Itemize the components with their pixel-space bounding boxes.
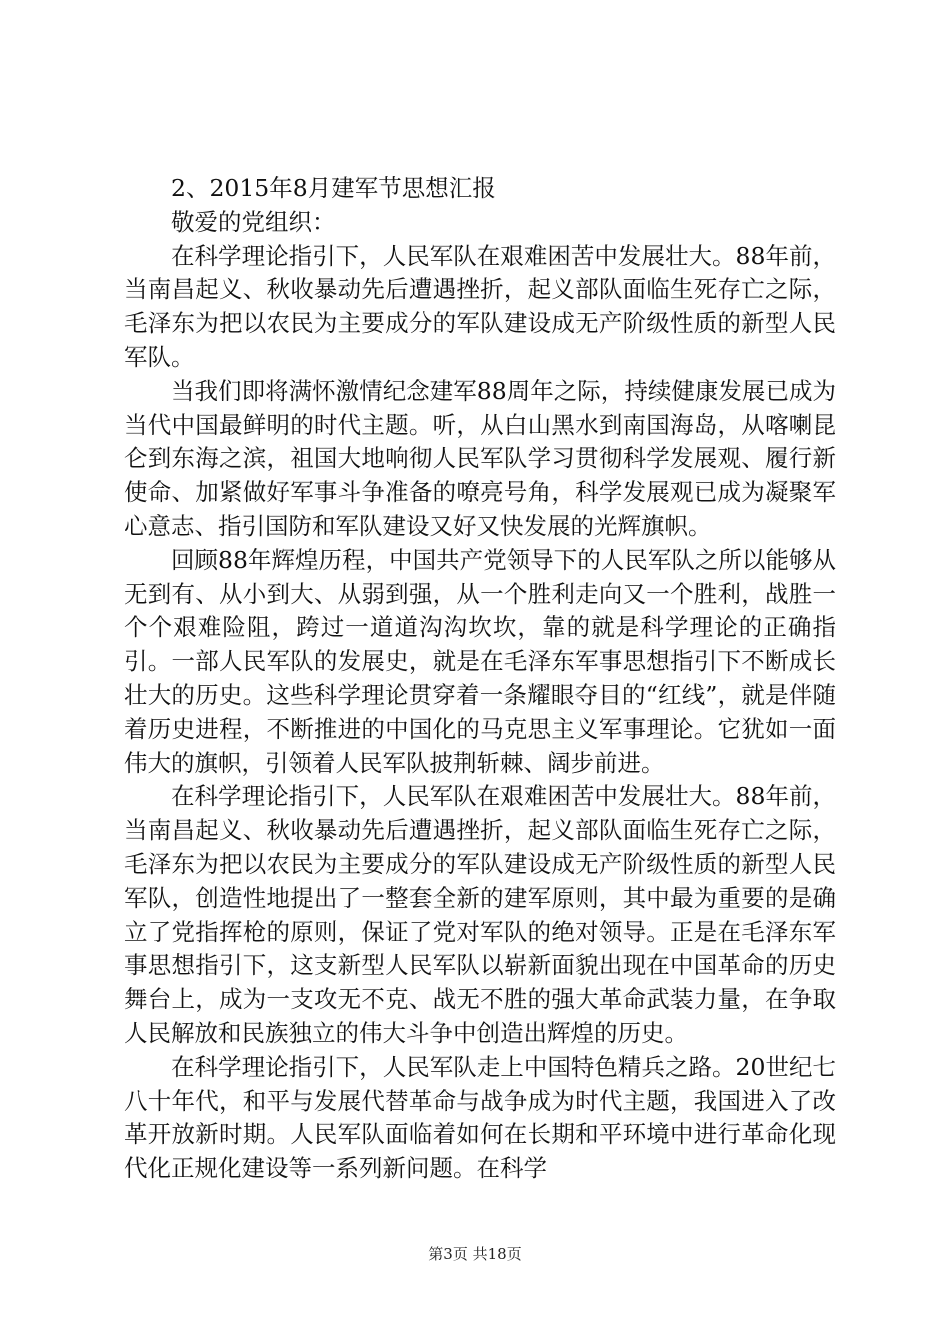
- paragraph-3: 回顾88年辉煌历程，中国共产党领导下的人民军队之所以能够从无到有、从小到大、从弱到强，从一个胜利走向又一个胜利，战胜一个个艰难险阻，跨过一道道沟沟坎坎，靠的就是科学理论的正确指引。一部人民军队的发展史，就是在毛泽东军事思想指引下不断成长壮大的历史。这些科学理论贯穿着一条耀眼夺目的“红线”，就是伴随着历史进程，不断推进的中国化的马克思主义军事理论。它犹如一面伟大的旗帜，引领着人民军队披荆斩棘、阔步前进。: [124, 545, 836, 777]
- paragraph-1: 在科学理论指引下，人民军队在艰难困苦中发展壮大。88年前，当南昌起义、秋收暴动先后遭遇挫折，起义部队面临生死存亡之际，毛泽东为把以农民为主要成分的军队建设成无产阶级性质的新型人民军队。: [124, 241, 836, 371]
- paragraph-4: 在科学理论指引下，人民军队在艰难困苦中发展壮大。88年前，当南昌起义、秋收暴动先后遭遇挫折，起义部队面临生死存亡之际，毛泽东为把以农民为主要成分的军队建设成无产阶级性质的新型人民军队，创造性地提出了一整套全新的建军原则，其中最为重要的是确立了党指挥枪的原则，保证了党对军队的绝对领导。正是在毛泽东军事思想指引下，这支新型人民军队以崭新面貌出现在中国革命的历史舞台上，成为一支攻无不克、战无不胜的强大革命武装力量，在争取人民解放和民族独立的伟大斗争中创造出辉煌的历史。: [124, 782, 836, 1047]
- document-body: [124, 172, 836, 1186]
- salutation: 敬爱的党组织：: [171, 207, 336, 236]
- paragraph-5: 在科学理论指引下，人民军队走上中国特色精兵之路。20世纪七八十年代，和平与发展代替革命与战争成为时代主题，我国进入了改革开放新时期。人民军队面临着如何在长期和平环境中进行革命化现代化正规化建设等一系列新问题。在科学: [124, 1052, 836, 1183]
- document-heading: 2、2015年8月建军节思想汇报: [171, 174, 496, 202]
- page-number-label: 第3页 共18页: [428, 1245, 522, 1263]
- paragraph-2: 当我们即将满怀激情纪念建军88周年之际，持续健康发展已成为当代中国最鲜明的时代主题。听，从白山黑水到南国海岛，从喀喇昆仑到东海之滨，祖国大地响彻人民军队学习贯彻科学发展观、履行新使命、加紧做好军事斗争准备的嘹亮号角，科学发展观已成为凝聚军心意志、指引国防和军队建设又好又快发展的光辉旗帜。: [124, 376, 836, 540]
- page-footer: [0, 1244, 950, 1264]
